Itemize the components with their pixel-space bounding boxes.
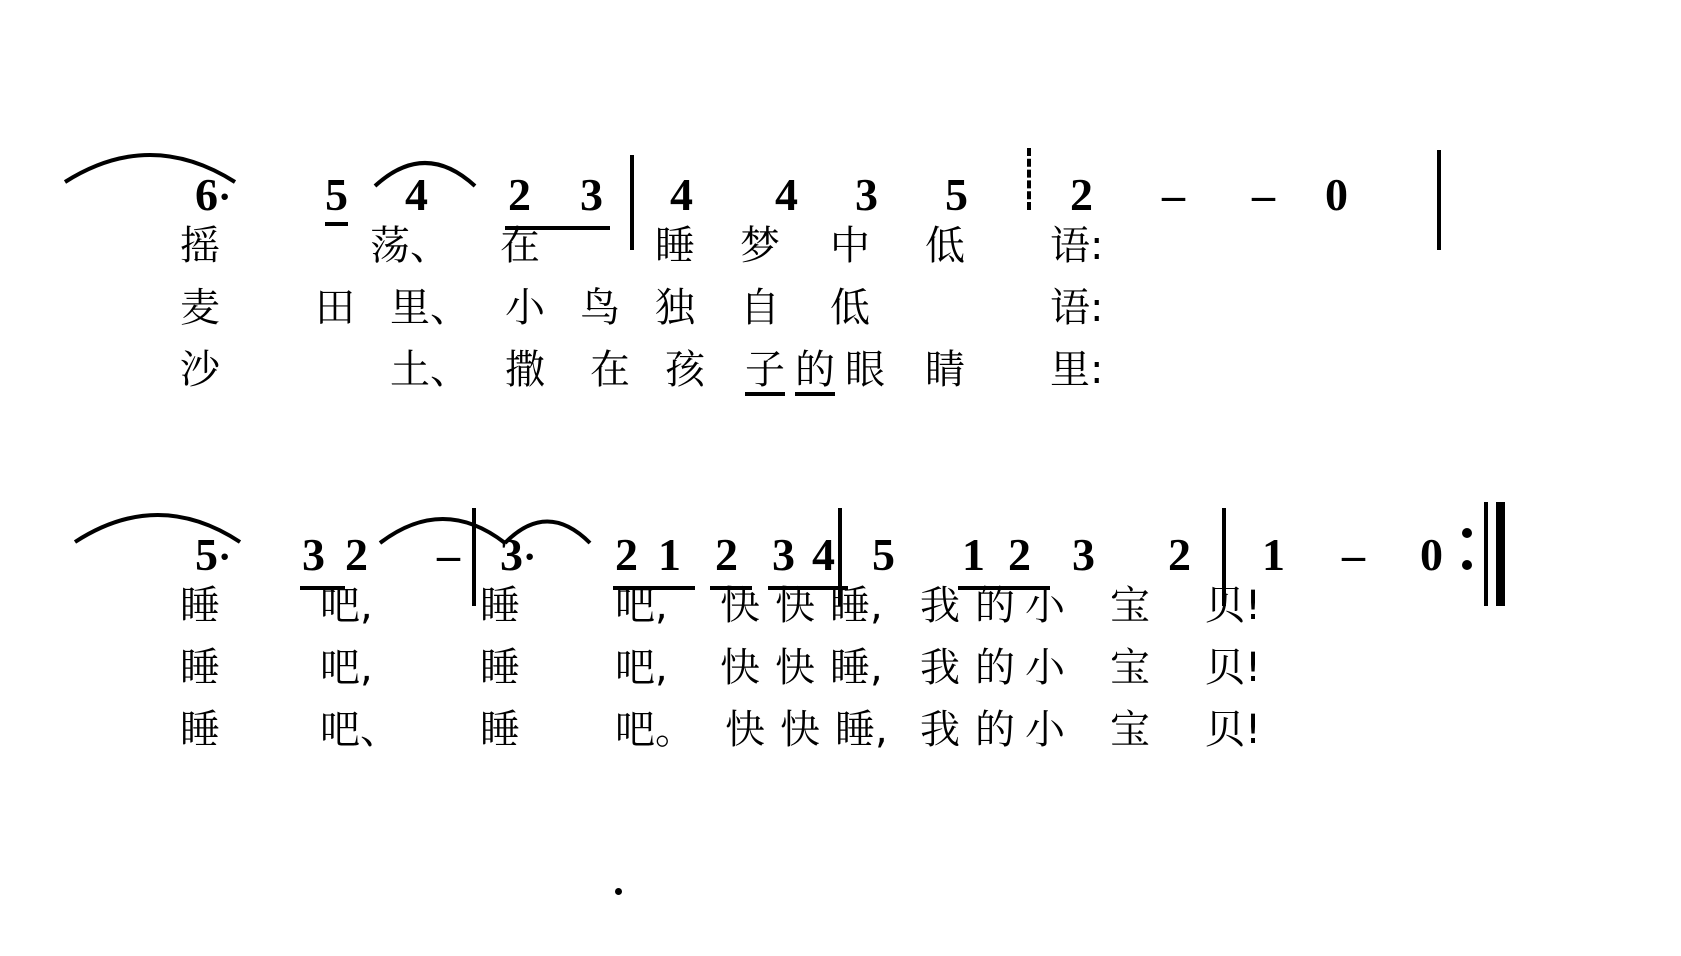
lyric-syllable: 摇 bbox=[180, 223, 220, 269]
note: 3 bbox=[855, 169, 878, 220]
lyric-line bbox=[0, 220, 1681, 282]
stray-ink-mark bbox=[615, 888, 622, 895]
note: 2 bbox=[1070, 169, 1093, 220]
lyric-syllable: 快 bbox=[720, 583, 760, 629]
note-dash: – bbox=[1162, 169, 1185, 220]
note: 1 bbox=[1262, 529, 1285, 580]
note: 4 bbox=[670, 169, 693, 220]
note: 2 bbox=[508, 169, 531, 220]
lyric-syllable: 我 bbox=[920, 645, 960, 691]
note: 2 bbox=[1008, 529, 1031, 580]
note: 2 bbox=[1168, 529, 1191, 580]
note: 3 bbox=[302, 529, 325, 580]
note-row-1 bbox=[0, 130, 1681, 220]
lyric-syllable: 里、 bbox=[390, 285, 470, 331]
lyric-syllable: 小 bbox=[1025, 645, 1065, 691]
lyric-syllable: 吧、 bbox=[320, 707, 400, 753]
lyric-line bbox=[0, 642, 1681, 704]
note-row-2 bbox=[0, 490, 1681, 580]
lyric-syllable: 的 bbox=[795, 350, 835, 396]
lyric-syllable: 睡 bbox=[180, 645, 220, 691]
note: 6· bbox=[195, 169, 232, 220]
lyric-syllable: 低 bbox=[925, 223, 965, 269]
lyrics-block-1 bbox=[0, 220, 1681, 406]
lyric-syllable: 睡 bbox=[180, 583, 220, 629]
lyric-line bbox=[0, 282, 1681, 344]
lyric-syllable: 沙 bbox=[180, 347, 220, 393]
lyric-syllable: 小 bbox=[1025, 583, 1065, 629]
lyric-syllable: 吧, bbox=[615, 645, 668, 691]
note: 3· bbox=[500, 529, 537, 580]
lyric-syllable: 眼 bbox=[845, 347, 885, 393]
note: 2 bbox=[715, 529, 738, 580]
note: 1 bbox=[658, 529, 681, 580]
lyric-syllable: 睡 bbox=[480, 645, 520, 691]
lyric-syllable: 睡 bbox=[180, 707, 220, 753]
lyric-syllable: 贝! bbox=[1205, 645, 1262, 691]
note: 5· bbox=[195, 529, 232, 580]
note-dash: – bbox=[1252, 169, 1275, 220]
repeat-dots bbox=[1462, 528, 1472, 570]
note: 3 bbox=[772, 529, 795, 580]
lyric-syllable: 睛 bbox=[925, 347, 965, 393]
note: 4 bbox=[812, 529, 835, 580]
lyric-syllable: 贝! bbox=[1205, 583, 1262, 629]
note: 2 bbox=[345, 529, 368, 580]
lyric-syllable: 中 bbox=[830, 223, 870, 269]
lyric-syllable: 快 bbox=[780, 707, 820, 753]
lyric-line bbox=[0, 580, 1681, 642]
lyric-line bbox=[0, 704, 1681, 766]
lyric-syllable: 语: bbox=[1050, 285, 1104, 331]
lyric-syllable: 快 bbox=[725, 707, 765, 753]
lyric-syllable: 睡, bbox=[830, 645, 883, 691]
lyric-syllable: 快 bbox=[775, 583, 815, 629]
lyric-syllable: 宝 bbox=[1110, 707, 1150, 753]
lyric-syllable: 快 bbox=[775, 645, 815, 691]
lyric-syllable: 孩 bbox=[665, 347, 705, 393]
lyrics-block-2 bbox=[0, 580, 1681, 766]
lyric-syllable: 睡 bbox=[480, 707, 520, 753]
note: 3 bbox=[580, 169, 603, 220]
lyric-syllable: 吧。 bbox=[615, 707, 695, 753]
lyric-syllable: 小 bbox=[1025, 707, 1065, 753]
lyric-syllable: 独 bbox=[655, 285, 695, 331]
lyric-syllable: 荡、 bbox=[370, 223, 450, 269]
lyric-syllable: 自 bbox=[740, 285, 780, 331]
lyric-syllable: 梦 bbox=[740, 223, 780, 269]
lyric-syllable: 的 bbox=[975, 583, 1015, 629]
lyric-syllable: 睡 bbox=[480, 583, 520, 629]
note: 1 bbox=[962, 529, 985, 580]
barline-dashed bbox=[1027, 148, 1031, 210]
lyric-syllable: 麦 bbox=[180, 285, 220, 331]
music-system-2 bbox=[0, 490, 1681, 820]
note: 2 bbox=[615, 529, 638, 580]
note: 3 bbox=[1072, 529, 1095, 580]
lyric-syllable: 低 bbox=[830, 285, 870, 331]
lyric-syllable: 子 bbox=[745, 350, 785, 396]
note-dash: – bbox=[1342, 529, 1365, 580]
note: 5 bbox=[945, 169, 968, 220]
lyric-syllable: 撒 bbox=[505, 347, 545, 393]
note: 5 bbox=[872, 529, 895, 580]
note: 5 bbox=[325, 172, 348, 226]
note-rest: 0 bbox=[1325, 169, 1348, 220]
music-system-1 bbox=[0, 130, 1681, 460]
lyric-line bbox=[0, 344, 1681, 406]
lyric-syllable: 土、 bbox=[390, 347, 470, 393]
note: 4 bbox=[405, 169, 428, 220]
note-dash: – bbox=[437, 529, 460, 580]
note-rest: 0 bbox=[1420, 529, 1443, 580]
lyric-syllable: 小 bbox=[505, 285, 545, 331]
lyric-syllable: 吧, bbox=[320, 645, 373, 691]
lyric-syllable: 语: bbox=[1050, 223, 1104, 269]
lyric-syllable: 在 bbox=[590, 347, 630, 393]
lyric-syllable: 鸟 bbox=[580, 285, 620, 331]
lyric-syllable: 宝 bbox=[1110, 645, 1150, 691]
lyric-syllable: 睡, bbox=[835, 707, 888, 753]
lyric-syllable: 宝 bbox=[1110, 583, 1150, 629]
lyric-syllable: 的 bbox=[975, 645, 1015, 691]
lyric-syllable: 快 bbox=[720, 645, 760, 691]
note: 4 bbox=[775, 169, 798, 220]
lyric-syllable: 睡 bbox=[655, 223, 695, 269]
lyric-syllable: 吧, bbox=[615, 583, 668, 629]
lyric-syllable: 吧, bbox=[320, 583, 373, 629]
lyric-syllable: 田 bbox=[315, 285, 355, 331]
lyric-syllable: 贝! bbox=[1205, 707, 1262, 753]
lyric-syllable: 在 bbox=[500, 223, 540, 269]
lyric-syllable: 我 bbox=[920, 583, 960, 629]
lyric-syllable: 我 bbox=[920, 707, 960, 753]
lyric-syllable: 里: bbox=[1050, 347, 1104, 393]
lyric-syllable: 的 bbox=[975, 707, 1015, 753]
lyric-syllable: 睡, bbox=[830, 583, 883, 629]
